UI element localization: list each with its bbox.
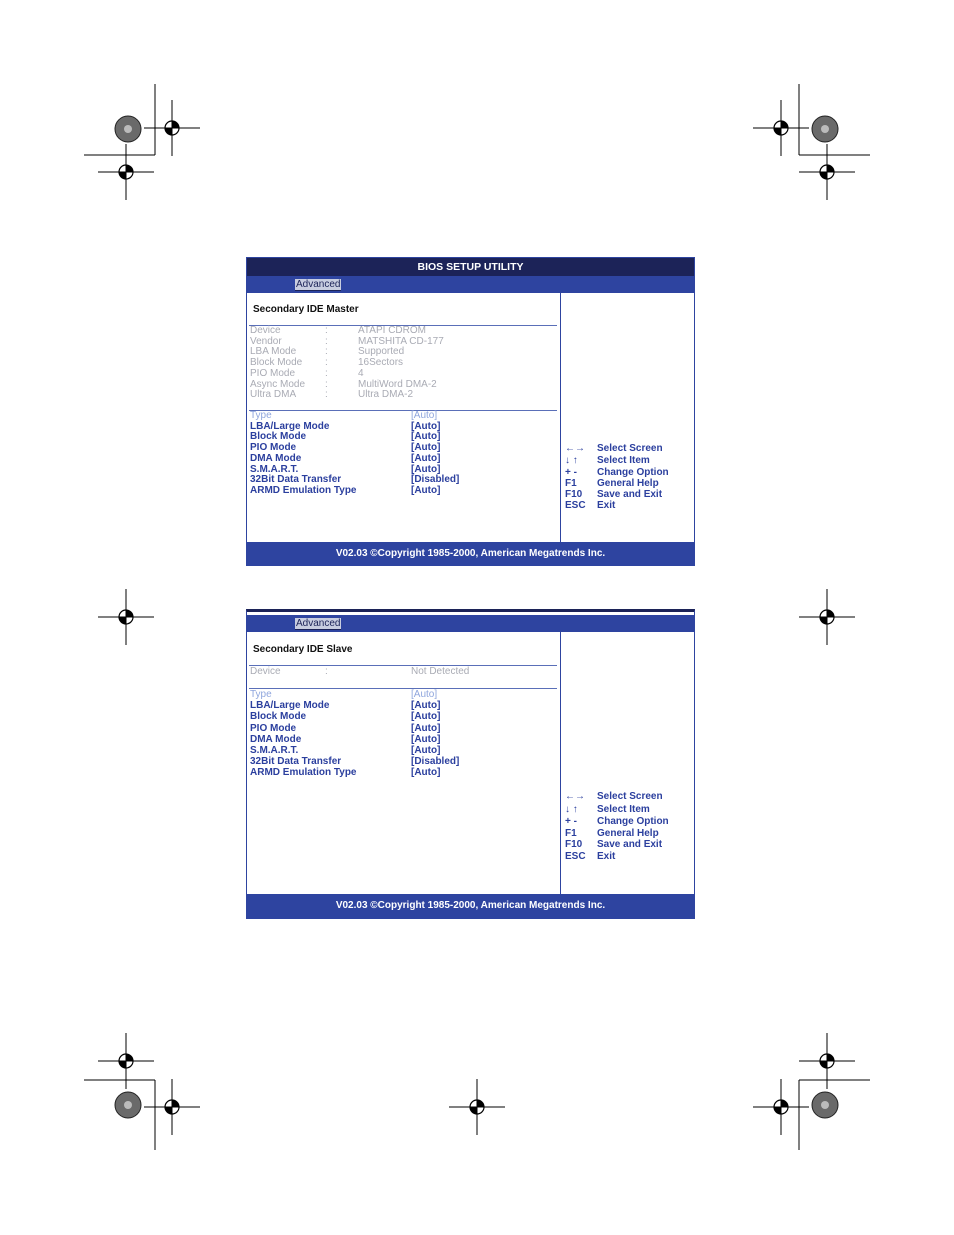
option-label: ARMD Emulation Type: [250, 767, 357, 779]
help-change-option: [565, 467, 690, 478]
info-row: [250, 369, 555, 380]
option-smart[interactable]: [250, 746, 555, 757]
help-change-option: [565, 816, 690, 827]
option-value[interactable]: [Disabled]: [411, 474, 460, 486]
option-32bit-transfer[interactable]: [250, 757, 555, 768]
info-separator: :: [325, 389, 328, 401]
help-key: ESC: [565, 500, 586, 511]
copyright-footer: V02.03 ©Copyright 1985-2000, American Megatrends Inc.: [247, 542, 694, 566]
help-key: F10: [565, 489, 583, 500]
option-label: DMA Mode: [250, 733, 302, 745]
option-label: 32Bit Data Transfer: [250, 756, 342, 768]
info-value: MATSHITA CD-177: [358, 335, 444, 347]
info-value: Supported: [358, 346, 405, 358]
option-value[interactable]: [Auto]: [411, 722, 441, 734]
option-dma-mode[interactable]: [250, 735, 555, 746]
option-label: Type: [250, 689, 272, 700]
help-desc: Select Screen: [597, 791, 663, 802]
help-desc: Change Option: [597, 467, 669, 478]
option-value[interactable]: [Auto]: [411, 463, 441, 475]
option-lba-large-mode[interactable]: [250, 701, 555, 712]
option-block-mode[interactable]: [250, 712, 555, 723]
option-value[interactable]: [Disabled]: [411, 756, 460, 768]
info-value: MultiWord DMA-2: [358, 378, 437, 390]
info-separator: :: [325, 357, 328, 369]
option-value[interactable]: [Auto]: [411, 711, 441, 723]
tab-advanced[interactable]: Advanced: [296, 618, 341, 629]
help-desc: Save and Exit: [597, 839, 663, 850]
info-label: Vendor: [250, 335, 282, 347]
info-value: 16Sectors: [358, 357, 404, 369]
option-value[interactable]: [Auto]: [411, 442, 441, 454]
info-row: [250, 667, 555, 678]
option-label: Block Mode: [250, 431, 307, 443]
option-value[interactable]: [Auto]: [411, 767, 441, 779]
help-select-item: [565, 804, 690, 815]
separator-line: [249, 665, 557, 666]
option-label: LBA/Large Mode: [250, 700, 330, 712]
info-label: Async Mode: [250, 378, 306, 390]
option-label: Block Mode: [250, 711, 307, 723]
option-value[interactable]: [Auto]: [411, 745, 441, 756]
option-value[interactable]: [Auto]: [411, 431, 441, 443]
tab-bar: [247, 615, 694, 632]
help-general-help: [565, 828, 690, 839]
option-label: DMA Mode: [250, 452, 302, 464]
bios-title: BIOS SETUP UTILITY: [247, 258, 694, 276]
help-select-screen: [565, 791, 690, 802]
help-desc: Select Screen: [597, 443, 663, 454]
info-separator: :: [325, 666, 328, 677]
info-label: Device: [250, 325, 281, 336]
help-exit: [565, 500, 690, 511]
option-pio-mode[interactable]: [250, 724, 555, 735]
option-value[interactable]: [Auto]: [411, 484, 441, 496]
info-label: PIO Mode: [250, 367, 296, 379]
help-select-screen: [565, 443, 690, 454]
bios-screen-master: [246, 257, 695, 566]
option-value[interactable]: [Auto]: [411, 410, 438, 421]
info-value: 4: [358, 367, 364, 379]
separator-line: [249, 688, 557, 689]
option-value[interactable]: [Auto]: [411, 733, 441, 745]
help-key: ←→: [565, 443, 585, 454]
panel-title: Secondary IDE Slave: [253, 644, 353, 655]
help-desc: Exit: [597, 500, 616, 511]
info-row: [250, 358, 555, 369]
option-label: PIO Mode: [250, 442, 297, 454]
help-save-exit: [565, 839, 690, 850]
option-value[interactable]: [Auto]: [411, 689, 438, 700]
option-label: LBA/Large Mode: [250, 420, 330, 432]
help-exit: [565, 851, 690, 862]
help-key: ←→: [565, 791, 585, 802]
option-label: PIO Mode: [250, 722, 297, 734]
info-value: ATAPI CDROM: [358, 325, 426, 336]
help-save-exit: [565, 489, 690, 500]
option-label: 32Bit Data Transfer: [250, 474, 342, 486]
help-desc: Select Item: [597, 804, 650, 815]
help-key: ↓ ↑: [565, 455, 578, 466]
help-desc: Exit: [597, 850, 616, 862]
bios-screen-slave: [246, 609, 695, 919]
option-label: S.M.A.R.T.: [250, 463, 299, 475]
panel-divider: [560, 293, 561, 542]
help-general-help: [565, 478, 690, 489]
option-label: ARMD Emulation Type: [250, 484, 357, 496]
help-desc: General Help: [597, 478, 659, 489]
info-value: Ultra DMA-2: [358, 389, 414, 401]
info-row: [250, 390, 555, 401]
help-select-item: [565, 455, 690, 466]
help-key: F1: [565, 478, 577, 489]
option-armd-emulation[interactable]: [250, 486, 555, 497]
help-key: F1: [565, 827, 577, 839]
help-key: ↓ ↑: [565, 804, 578, 815]
help-key: ESC: [565, 850, 586, 862]
option-label: S.M.A.R.T.: [250, 745, 299, 756]
option-type[interactable]: [250, 690, 555, 701]
option-label: Type: [250, 410, 272, 421]
info-separator: :: [325, 325, 328, 336]
info-label: Device: [250, 666, 281, 677]
panel-title: Secondary IDE Master: [253, 304, 359, 315]
info-label: Block Mode: [250, 357, 303, 369]
help-desc: General Help: [597, 827, 659, 839]
help-key: + -: [565, 816, 577, 827]
panel-divider: [560, 632, 561, 894]
info-label: Ultra DMA: [250, 389, 297, 401]
option-armd-emulation[interactable]: [250, 768, 555, 779]
option-dma-mode[interactable]: [250, 454, 555, 465]
info-label: LBA Mode: [250, 346, 297, 358]
option-value[interactable]: [Auto]: [411, 420, 441, 432]
info-separator: :: [325, 335, 328, 347]
info-value: Not Detected: [411, 666, 470, 677]
help-key: + -: [565, 467, 577, 478]
copyright-footer: V02.03 ©Copyright 1985-2000, American Megatrends Inc.: [247, 894, 694, 918]
tab-bar: [247, 276, 694, 293]
help-desc: Select Item: [597, 455, 650, 466]
info-separator: :: [325, 378, 328, 390]
option-value[interactable]: [Auto]: [411, 700, 441, 712]
help-desc: Change Option: [597, 816, 669, 827]
info-separator: :: [325, 346, 328, 358]
help-desc: Save and Exit: [597, 489, 663, 500]
help-key: F10: [565, 839, 583, 850]
tab-advanced[interactable]: Advanced: [296, 279, 341, 290]
option-value[interactable]: [Auto]: [411, 452, 441, 464]
info-separator: :: [325, 367, 328, 379]
